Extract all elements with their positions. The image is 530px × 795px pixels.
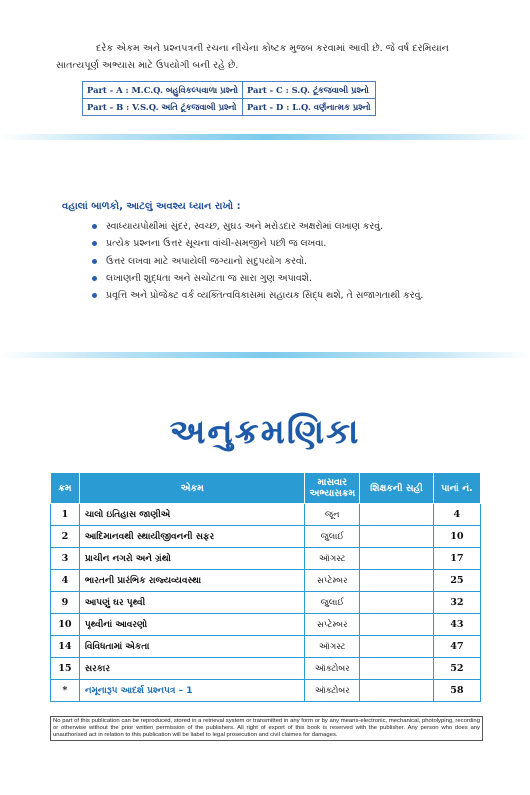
row-page: 58 [433,680,480,702]
row-page: 25 [433,570,480,592]
advice-list [92,218,423,304]
advice-item: સ્વાધ્યાયપોથીમાં સુંદર, સ્વચ્છ, સુઘડ અને મરોડદાર અક્ષરોમાં લખાણ કરવું. [92,218,423,235]
row-unit: નમૂનારૂપ આદર્શ પ્રશ્નપત્ર – 1 [79,680,305,702]
divider-band-top [0,134,530,140]
table-row [51,548,481,570]
row-month: સપ્ટેમ્બર [305,614,360,636]
row-page: 17 [433,548,480,570]
question-parts-table [82,81,376,116]
part-b-cell: Part - B : V.S.Q. અતિ ટૂંકજવાબી પ્રશ્નો [83,99,243,116]
row-unit: ચાલો ઇતિહાસ જાણીએ [79,504,305,526]
index-table-wrap [50,472,481,702]
header-page: પાનાં નં. [433,473,480,504]
table-row [51,570,481,592]
advice-item: પ્રત્યેક પ્રશ્નના ઉત્તર સૂચના વાંચી-સમજીને પછી જ લખવા. [92,235,423,252]
row-month: ઑક્ટોબર [305,658,360,680]
part-d-cell: Part - D : L.Q. વર્ણનાત્મક પ્રશ્નો [242,99,375,116]
row-page: 32 [433,592,480,614]
row-month: જુલાઈ [305,592,360,614]
row-sr: 14 [51,636,80,658]
row-unit: પૃથ્વીનાં આવરણો [79,614,305,636]
row-unit: આપણું ઘર પૃથ્વી [79,592,305,614]
table-row [51,614,481,636]
row-unit: વિવિધતામાં એકતા [79,636,305,658]
table-row [51,526,481,548]
row-sr: 4 [51,570,80,592]
header-month: માસવાર અભ્યાસક્રમ [305,473,360,504]
divider-band-middle [0,352,530,358]
advice-heading: વહાલાં બાળકો, આટલું અવશ્ય ધ્યાન રાખો : [62,201,241,212]
table-row [51,658,481,680]
row-sign [360,526,434,548]
row-sign [360,548,434,570]
row-sign [360,614,434,636]
header-sr: ક્રમ [51,473,80,504]
table-row [51,636,481,658]
row-month: જૂન [305,504,360,526]
header-unit: એકમ [79,473,305,504]
index-table [50,472,481,702]
table-row [51,592,481,614]
row-sign [360,658,434,680]
advice-item: પ્રવૃત્તિ અને પ્રોજેક્ટ વર્ક વ્યક્તિત્વવિકાસમાં સહાયક સિદ્ધ થશે, તે સજાગતાથી કરવું. [92,287,423,304]
advice-item: ઉત્તર લખવા માટે અપાયેલી જગ્યાનો સદુપયોગ કરવો. [92,253,423,270]
row-sr: 1 [51,504,80,526]
row-page: 43 [433,614,480,636]
row-sr: 15 [51,658,80,680]
row-page: 47 [433,636,480,658]
row-sign [360,592,434,614]
row-sr: * [51,680,80,702]
row-month: જુલાઈ [305,526,360,548]
row-page: 52 [433,658,480,680]
row-month: ઑગસ્ટ [305,636,360,658]
header-sign: શિક્ષકની સહી [360,473,434,504]
row-month: ઑગસ્ટ [305,548,360,570]
row-sr: 10 [51,614,80,636]
row-sign [360,680,434,702]
parts-row [83,99,376,116]
row-unit: પ્રાચીન નગરો અને ગ્રંથો [79,548,305,570]
index-title: અનુક્રમણિકા [169,412,361,452]
row-sign [360,504,434,526]
row-unit: આદિમાનવથી સ્થાયીજીવનની સફર [79,526,305,548]
table-row [51,504,481,526]
row-unit: ભારતની પ્રારંભિક રાજ્યવ્યવસ્થા [79,570,305,592]
row-month: સપ્ટેમ્બર [305,570,360,592]
row-sr: 3 [51,548,80,570]
row-page: 4 [433,504,480,526]
copyright-notice: No part of this publication can be reproduced, stored in a retrieval system or transmitted in any form or by any means-electronic, mechanical, photolyping, recording or otherwise without the prior written permission of the publishers. All right of export of this book is reserved with the publisher. Any person who does any unauthorised act in relation to this publication will be liabel to legal prosecution and civil claimes for damages. [50,716,483,741]
row-sign [360,636,434,658]
row-page: 10 [433,526,480,548]
row-sr: 9 [51,592,80,614]
intro-paragraph: દરેક એકમ અને પ્રશ્નપત્રની રચના નીચેના કોષ્ટક મુજબ કરવામાં આવી છે. જે વર્ષ દરમિયાન સાતત્યપૂર્ણ અભ્યાસ માટે ઉપયોગી બની રહે છે. [56,43,449,71]
advice-item: લખાણની શુદ્ધતા અને સચોટતા જ સારા ગુણ અપાવશે. [92,270,423,287]
part-a-cell: Part - A : M.C.Q. બહુવિકલ્પવાળા પ્રશ્નો [83,82,243,99]
index-header-row [51,473,481,504]
row-unit: સરકાર [79,658,305,680]
row-sign [360,570,434,592]
parts-row [83,82,376,99]
row-month: ઑક્ટોબર [305,680,360,702]
table-row [51,680,481,702]
row-sr: 2 [51,526,80,548]
part-c-cell: Part - C : S.Q. ટૂંકજવાબી પ્રશ્નો [242,82,375,99]
